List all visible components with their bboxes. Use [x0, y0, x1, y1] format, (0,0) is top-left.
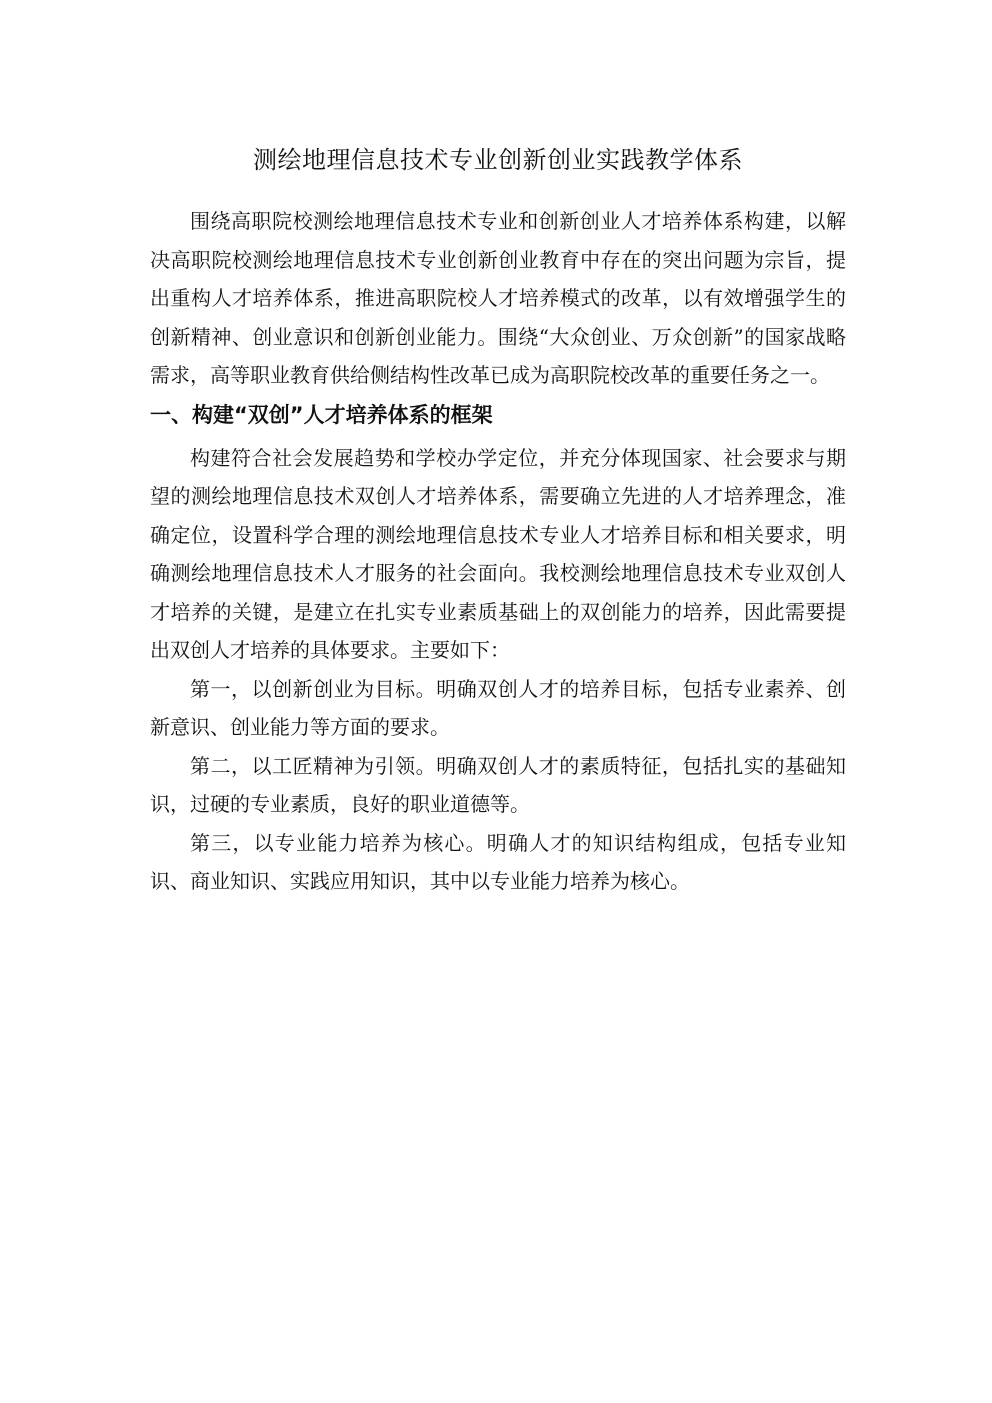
section-paragraph: 第一，以创新创业为目标。明确双创人才的培养目标，包括专业素养、创新意识、创业能力等方面的要求。	[150, 676, 846, 739]
document-title: 测绘地理信息技术专业创新创业实践教学体系	[253, 146, 743, 174]
section-paragraph: 第三，以专业能力培养为核心。明确人才的知识结构组成，包括专业知识、商业知识、实践应用知识，其中以专业能力培养为核心。	[150, 830, 846, 893]
intro-paragraph: 围绕高职院校测绘地理信息技术专业和创新创业人才培养体系构建，以解决高职院校测绘地理信息技术专业创新创业教育中存在的突出问题为宗旨，提出重构人才培养体系，推进高职院校人才培养模式的改革，以有效增强学生的创新精神、创业意识和创新创业能力。围绕“大众创业、万众创新”的国家战略需求，高等职业教育供给侧结构性改革已成为高职院校改革的重要任务之一。	[150, 209, 846, 387]
section-paragraph: 构建符合社会发展趋势和学校办学定位，并充分体现国家、社会要求与期望的测绘地理信息技术双创人才培养体系，需要确立先进的人才培养理念，准确定位，设置科学合理的测绘地理信息技术专业人才培养目标和相关要求，明确测绘地理信息技术人才服务的社会面向。我校测绘地理信息技术专业双创人才培养的关键，是建立在扎实专业素质基础上的双创能力的培养，因此需要提出双创人才培养的具体要求。主要如下：	[150, 445, 846, 662]
document-page	[150, 140, 846, 901]
section-paragraph: 第二，以工匠精神为引领。明确双创人才的素质特征，包括扎实的基础知识，过硬的专业素质，良好的职业道德等。	[150, 753, 846, 816]
section-heading: 一、构建“双创”人才培养体系的框架	[150, 402, 493, 427]
